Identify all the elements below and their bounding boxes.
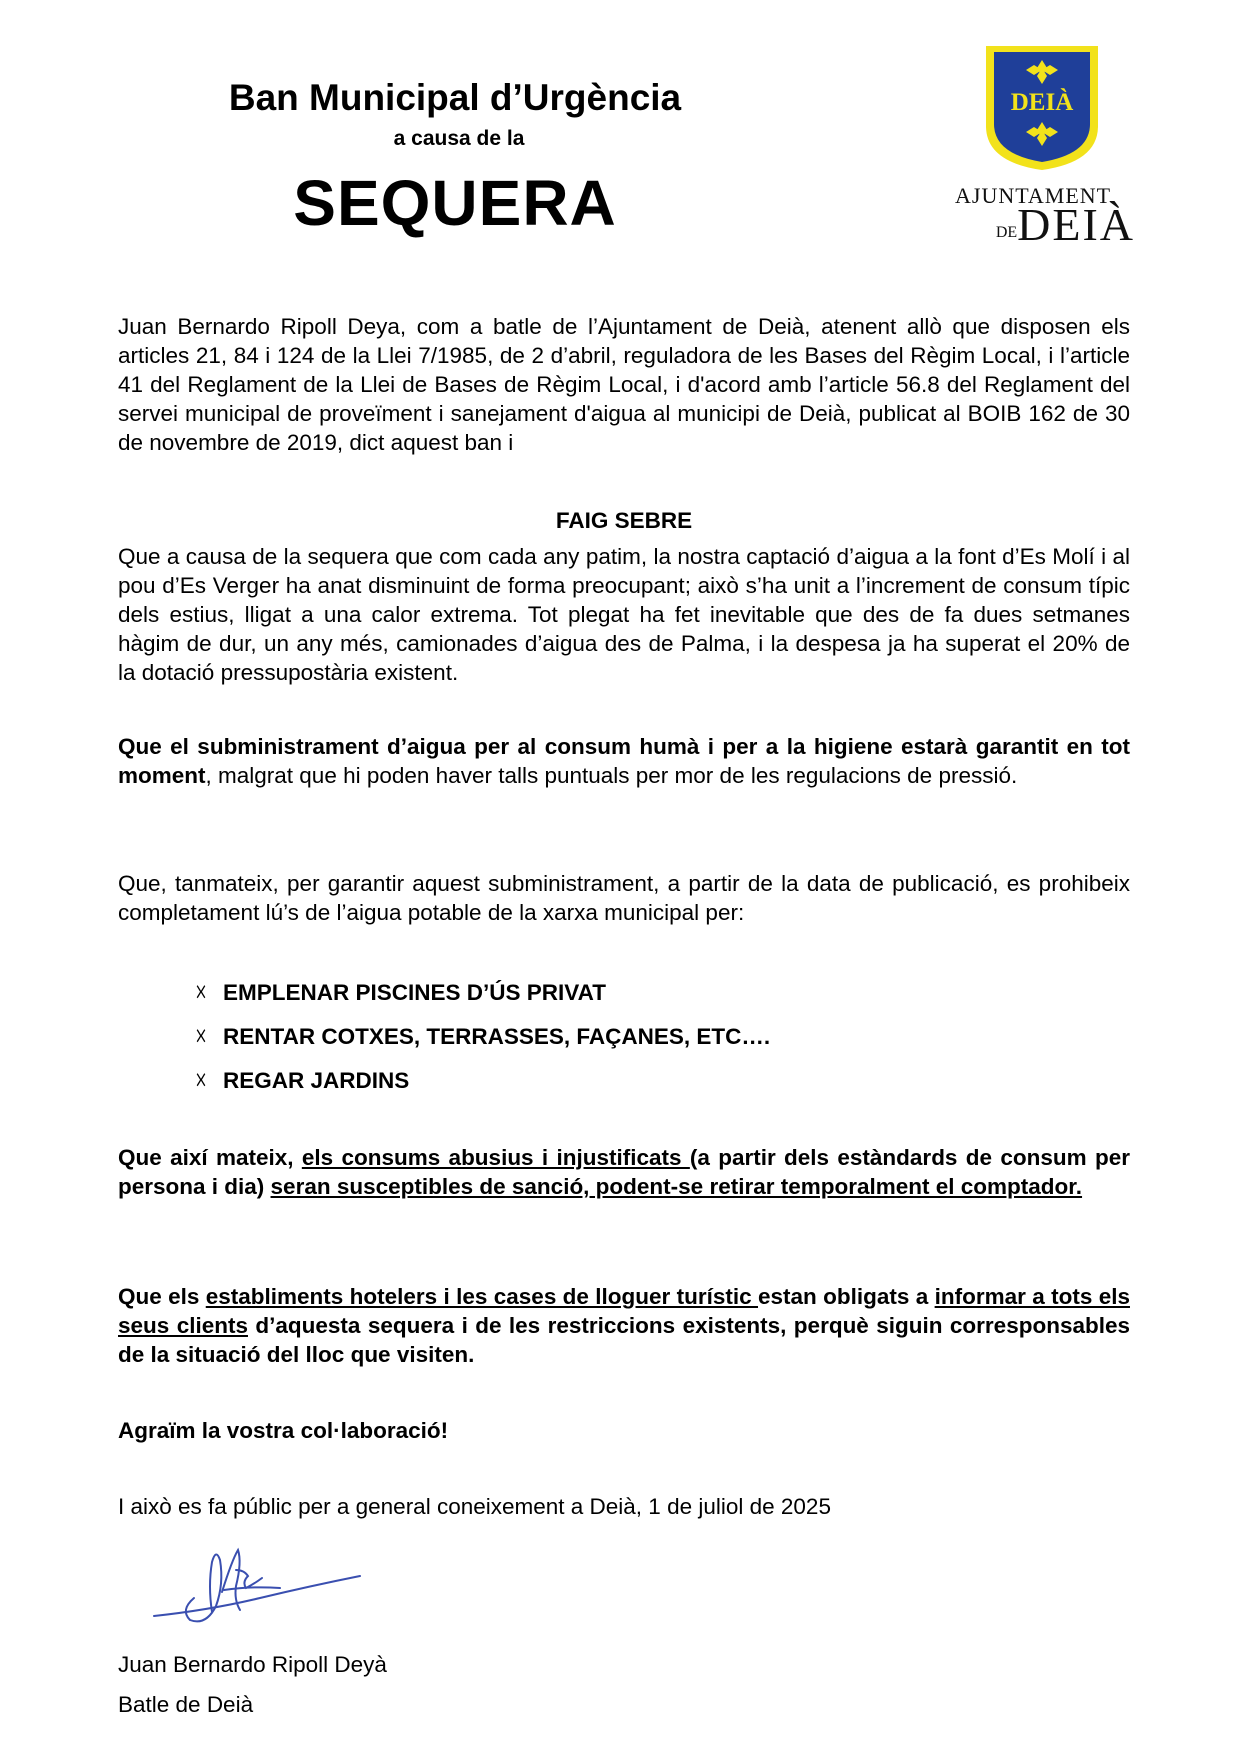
paragraph-4 — [118, 1143, 1130, 1201]
header-subtitle: a causa de la — [393, 127, 525, 150]
faig-sebre-heading: FAIG SEBRE — [555, 508, 693, 533]
cross-mark-icon: ☓ — [195, 980, 207, 1006]
paragraph-2-rest: , malgrat que hi poden haver talls puntuals per mor de les regulacions de pressió. — [205, 763, 1018, 788]
list-item-label: REGAR JARDINS — [223, 1068, 410, 1093]
paragraph-5-underline-2: informar a tots els seus clients — [118, 1284, 1130, 1338]
logo-line-2 — [955, 200, 1135, 250]
paragraph-2 — [118, 732, 1130, 790]
paragraph-5-part-3: d’aquesta sequera i de les restriccions existents, perquè siguin corresponsables de la situació del lloc que visiten. — [118, 1313, 1130, 1367]
signer-role: Batle de Deià — [118, 1692, 254, 1717]
signer-name: Juan Bernardo Ripoll Deyà — [118, 1652, 387, 1677]
paragraph-5-part-1: Que els — [118, 1284, 206, 1309]
paragraph-5-underline-1: establiments hotelers i les cases de lloguer turístic — [205, 1284, 759, 1309]
list-item — [195, 978, 995, 1022]
cross-mark-icon: ☓ — [195, 1024, 207, 1050]
cross-mark-icon: ☓ — [195, 1068, 207, 1094]
signature-icon — [150, 1540, 370, 1630]
list-item — [195, 1022, 995, 1066]
closing-line: I això es fa públic per a general coneixement a Deià, 1 de juliol de 2025 — [118, 1494, 831, 1519]
paragraph-3: Que, tanmateix, per garantir aquest subministrament, a partir de la data de publicació, es prohibeix completament lú’s de l’aigua potable de la xarxa municipal per: — [118, 871, 1130, 925]
prohibitions-list — [195, 978, 995, 1110]
header-main: SEQUERA — [293, 167, 617, 239]
thanks-line: Agraïm la vostra col·laboració! — [118, 1418, 449, 1443]
paragraph-4-underline-1: els consums abusius i injustificats — [301, 1145, 690, 1170]
paragraph-5-part-2: estan obligats a — [758, 1284, 935, 1309]
shield-text: DEIÀ — [1010, 89, 1074, 116]
coat-of-arms-icon — [982, 42, 1102, 174]
paragraph-1: Que a causa de la sequera que com cada any patim, la nostra captació d’aigua a la font d’Es Molí i al pou d’Es Verger ha anat disminuint de forma preocupant; això s’ha unit a l’increment de consum típic dels estius, lligat a una calor extrema. Tot plegat ha fet inevitable que des de fa dues setmanes hàgim de dur, un any més, camionades d’aigua des de Palma, i la despesa ja ha superat el 20% de la dotació pressupostària existent. — [118, 544, 1130, 685]
paragraph-4-part-2: (a partir dels estàndards de consum per persona i dia) — [118, 1145, 1130, 1199]
header-title: Ban Municipal d’Urgència — [228, 77, 682, 118]
paragraph-5 — [118, 1282, 1130, 1369]
paragraph-4-part-1: Que així mateix, — [118, 1145, 302, 1170]
paragraph-4-underline-2: seran susceptibles de sanció, podent-se retirar temporalment el comptador. — [270, 1174, 1083, 1199]
list-item-label: EMPLENAR PISCINES D’ÚS PRIVAT — [223, 980, 606, 1005]
list-item — [195, 1066, 995, 1110]
paragraph-2-bold: Que el subministrament d’aigua per al consum humà i per a la higiene estarà garantit en tot moment — [118, 734, 1130, 788]
ajuntament-logo — [955, 42, 1135, 250]
logo-line-2-main: DEIÀ — [1017, 199, 1135, 250]
list-item-label: RENTAR COTXES, TERRASSES, FAÇANES, ETC…. — [223, 1024, 771, 1049]
intro-paragraph: Juan Bernardo Ripoll Deya, com a batle de l’Ajuntament de Deià, atenent allò que disposen els articles 21, 84 i 124 de la Llei 7/1985, de 2 d’abril, reguladora de les Bases del Règim Local, i l’article 41 del Reglament de la Llei de Bases de Règim Local, i d'acord amb l’article 56.8 del Reglament del servei municipal de proveïment i sanejament d'aigua al municipi de Deià, publicat al BOIB 162 de 30 de novembre de 2019, dict aquest ban i — [118, 314, 1130, 455]
logo-line-2-prefix: DE — [995, 224, 1018, 241]
logo-line-1: AJUNTAMENT — [955, 183, 1112, 208]
